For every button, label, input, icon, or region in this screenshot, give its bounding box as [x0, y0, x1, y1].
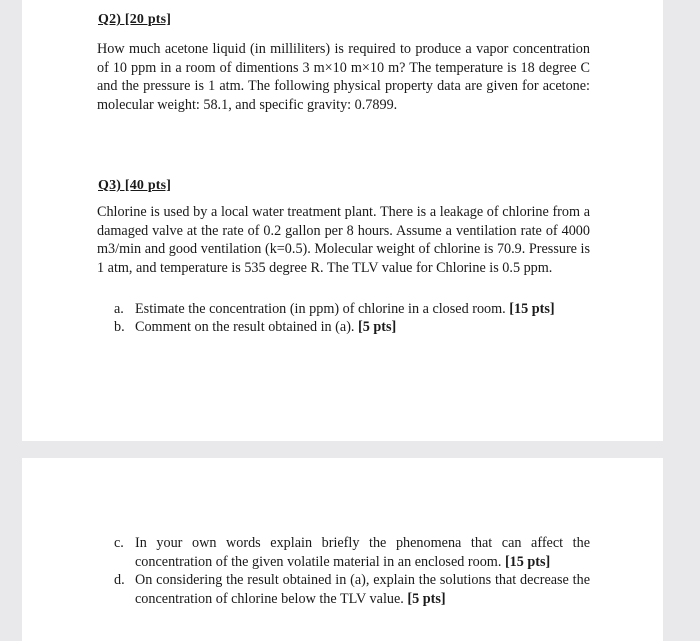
- subquestion-text: On considering the result obtained in (a), explain the solutions that decrease the concentration of chlorine below the TLV value.: [135, 572, 590, 607]
- q2-heading: Q2) [20 pts]: [98, 12, 172, 27]
- q3-subquestion-a: [114, 300, 590, 319]
- subquestion-text: Comment on the result obtained in (a).: [135, 319, 355, 335]
- list-marker: a.: [114, 301, 124, 317]
- points-label: [5 pts]: [407, 590, 446, 607]
- list-marker: d.: [114, 572, 125, 588]
- q3-subquestion-d: [114, 571, 590, 608]
- subquestion-text: Estimate the concentration (in ppm) of chlorine in a closed room.: [135, 301, 506, 317]
- q3-subquestion-b: [114, 318, 590, 337]
- points-label: [15 pts]: [504, 553, 551, 570]
- document-page-2: [22, 458, 663, 641]
- q2-question-text: How much acetone liquid (in milliliters) is required to produce a vapor concentration of 10 ppm in a room of dimentions 3 m×10 m×10 m? The temperature is 18 degree C and the pressure is 1 atm. The following physical property data are given for acetone: molecular weight: 58.1, and specific gravity: 0.7899.: [97, 41, 590, 113]
- points-label: [5 pts]: [358, 319, 397, 335]
- q3-question-text: Chlorine is used by a local water treatment plant. There is a leakage of chlorine from a damaged valve at the rate of 0.2 gallon per 8 hours. Assume a ventilation rate of 4000 m3/min and good ventilation (k=0.5). Molecular weight of chlorine is 70.9. Pressure is 1 atm, and temperature is 535 degree R. The TLV value for Chlorine is 0.5 ppm.: [97, 204, 590, 276]
- document-page-1: [22, 0, 663, 441]
- subquestion-text: In your own words explain briefly the phenomena that can affect the concentration of the given volatile material in an enclosed room.: [135, 535, 590, 570]
- points-label: [15 pts]: [509, 301, 555, 317]
- list-marker: c.: [114, 535, 124, 551]
- q3-heading: Q3) [40 pts]: [98, 178, 172, 193]
- list-marker: b.: [114, 319, 125, 335]
- q3-subquestion-c: [114, 534, 590, 571]
